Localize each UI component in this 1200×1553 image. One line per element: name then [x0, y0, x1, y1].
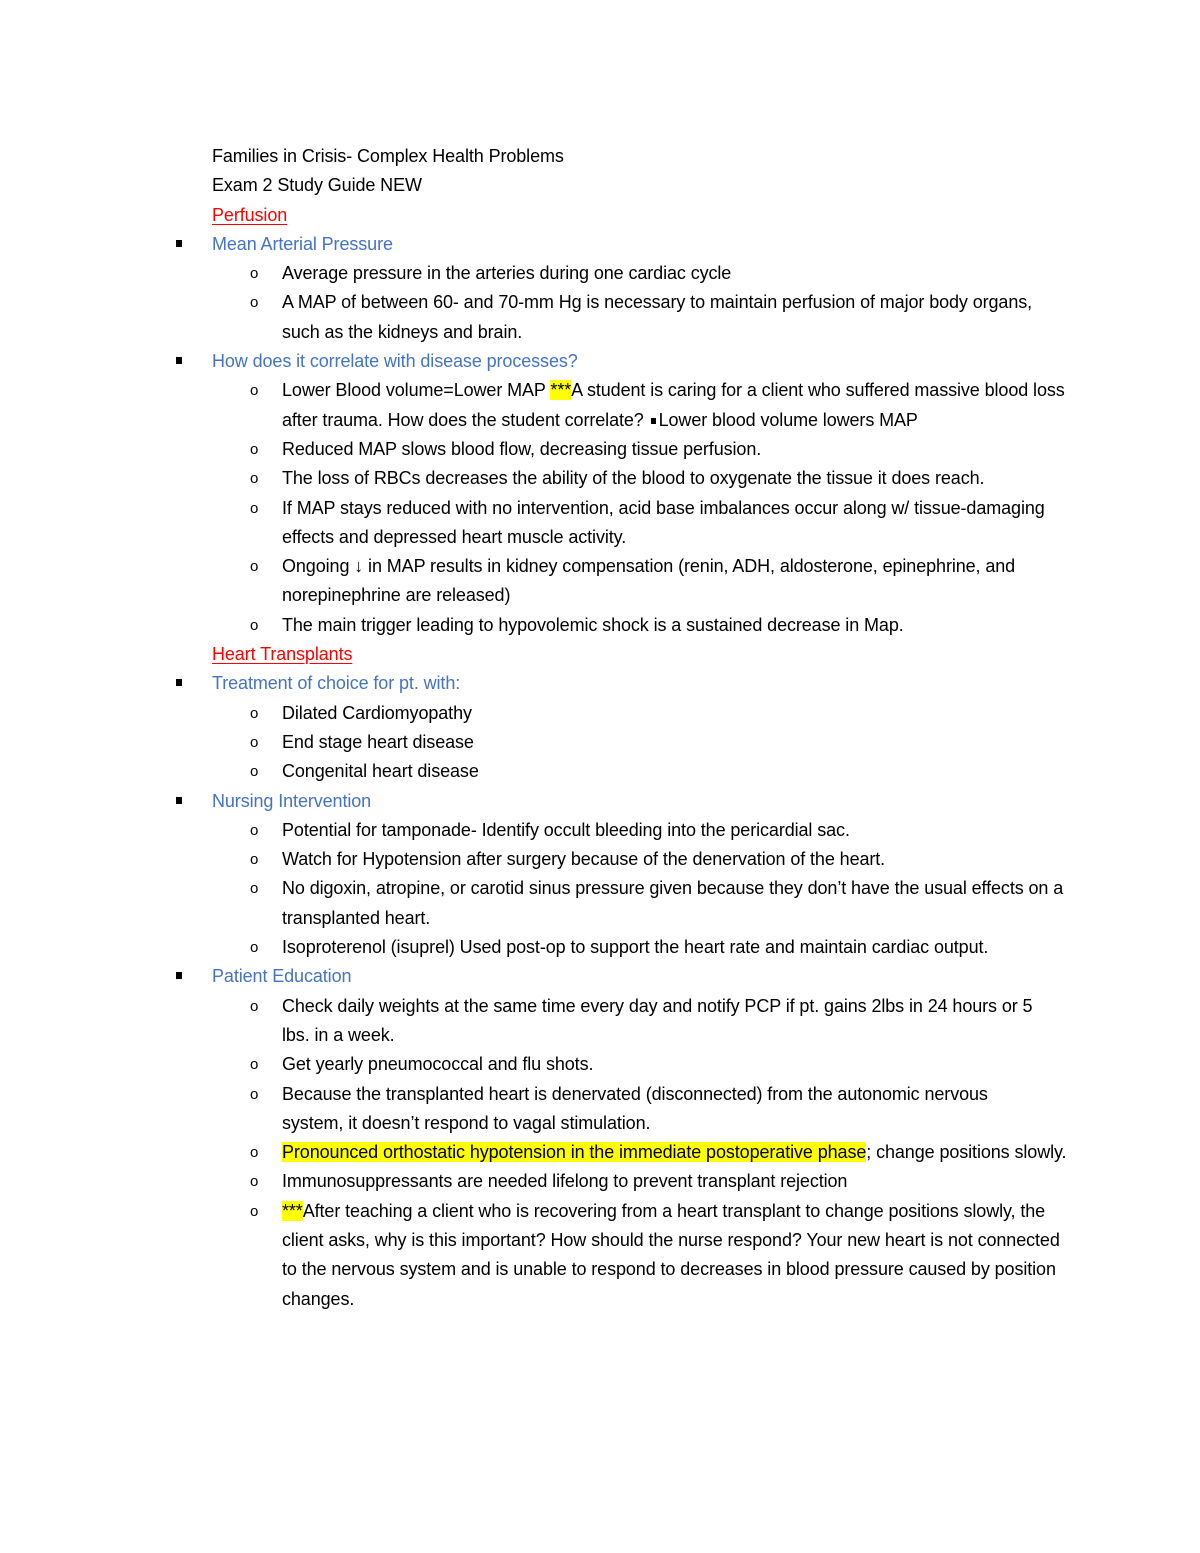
- circle-bullet-icon: o: [250, 1144, 259, 1162]
- subheading-treatment: Treatment of choice for pt. with:: [212, 669, 1072, 698]
- list-item: o The loss of RBCs decreases the ability of the blood to oxygenate the tissue it does reach.: [212, 464, 1132, 493]
- subheading-mean-arterial-pressure: Mean Arterial Pressure: [212, 230, 1072, 259]
- list-item: o If MAP stays reduced with no intervention, acid base imbalances occur along w/ tissue-damaging effects and depressed heart muscle activity.: [212, 494, 1072, 553]
- circle-bullet-icon: o: [250, 1173, 259, 1191]
- circle-bullet-icon: o: [250, 997, 259, 1015]
- document-page: [212, 142, 1072, 1314]
- circle-bullet-icon: o: [250, 1085, 259, 1103]
- list-item: o Reduced MAP slows blood flow, decreasing tissue perfusion.: [212, 435, 1072, 464]
- circle-bullet-icon: o: [250, 880, 259, 898]
- highlight: ***: [550, 380, 572, 401]
- list-item: o Pronounced orthostatic hypotension in the immediate postoperative phase; change positions slowly.: [212, 1138, 1072, 1167]
- subheading-correlate: How does it correlate with disease processes?: [212, 347, 1072, 376]
- square-bullet-icon: [176, 679, 182, 686]
- circle-bullet-icon: o: [250, 382, 259, 400]
- list-item: o Watch for Hypotension after surgery because of the denervation of the heart.: [212, 845, 1072, 874]
- list-item: o Because the transplanted heart is denervated (disconnected) from the autonomic nervous system, it doesn’t respond to vagal stimulation.: [212, 1080, 1052, 1139]
- list-item: o Congenital heart disease: [212, 757, 1072, 786]
- circle-bullet-icon: o: [250, 558, 259, 576]
- circle-bullet-icon: o: [250, 1056, 259, 1074]
- circle-bullet-icon: o: [250, 704, 259, 722]
- circle-bullet-icon: o: [250, 499, 259, 517]
- circle-bullet-icon: o: [250, 265, 259, 283]
- circle-bullet-icon: o: [250, 294, 259, 312]
- document-subtitle: Exam 2 Study Guide NEW: [212, 175, 422, 196]
- document-title: Families in Crisis- Complex Health Problems: [212, 146, 564, 166]
- list-item: o A MAP of between 60- and 70-mm Hg is necessary to maintain perfusion of major body organs, such as the kidneys and brain.: [212, 288, 1072, 347]
- circle-bullet-icon: o: [250, 1202, 259, 1220]
- square-bullet-icon: [651, 418, 656, 424]
- circle-bullet-icon: o: [250, 939, 259, 957]
- list-item: o Potential for tamponade- Identify occult bleeding into the pericardial sac.: [212, 816, 1072, 845]
- circle-bullet-icon: o: [250, 470, 259, 488]
- highlight: Pronounced orthostatic hypotension in the immediate postoperative phase: [282, 1142, 867, 1163]
- list-item: o ***After teaching a client who is recovering from a heart transplant to change positions slowly, the client asks, why is this important? How should the nurse respond? Your new heart is not connected to the nervous system and is unable to respond to decreases in blood pressure caused by position changes.: [212, 1197, 1072, 1314]
- square-bullet-icon: [176, 240, 182, 247]
- list-item: o Isoproterenol (isuprel) Used post-op to support the heart rate and maintain cardiac output.: [212, 933, 1062, 962]
- list-item: o No digoxin, atropine, or carotid sinus pressure given because they don’t have the usual effects on a transplanted heart.: [212, 874, 1082, 933]
- circle-bullet-icon: o: [250, 763, 259, 781]
- circle-bullet-icon: o: [250, 616, 259, 634]
- square-bullet-icon: [176, 972, 182, 979]
- list-item: o Check daily weights at the same time every day and notify PCP if pt. gains 2lbs in 24 hours or 5 lbs. in a week.: [212, 992, 1062, 1051]
- circle-bullet-icon: o: [250, 733, 259, 751]
- section-title-perfusion: Perfusion: [212, 204, 288, 225]
- subheading-nursing-intervention: Nursing Intervention: [212, 787, 1072, 816]
- circle-bullet-icon: o: [250, 851, 259, 869]
- list-item: o End stage heart disease: [212, 728, 1072, 757]
- list-item: o Lower Blood volume=Lower MAP ***A student is caring for a client who suffered massive blood loss after trauma. How does the student correlate? Lower blood volume lowers MAP: [212, 376, 1072, 435]
- highlight: ***: [282, 1200, 303, 1221]
- circle-bullet-icon: o: [250, 440, 259, 458]
- circle-bullet-icon: o: [250, 821, 259, 839]
- list-item: o Dilated Cardiomyopathy: [212, 699, 1072, 728]
- subheading-patient-education: Patient Education: [212, 962, 1072, 991]
- square-bullet-icon: [176, 357, 182, 364]
- section-title-heart-transplants: Heart Transplants: [212, 644, 353, 665]
- list-item: o The main trigger leading to hypovolemic shock is a sustained decrease in Map.: [212, 611, 1072, 640]
- list-item: o Ongoing ↓ in MAP results in kidney compensation (renin, ADH, aldosterone, epinephrine, and norepinephrine are released): [212, 552, 1042, 611]
- list-item: o Get yearly pneumococcal and flu shots.: [212, 1050, 1072, 1079]
- list-item: o Immunosuppressants are needed lifelong to prevent transplant rejection: [212, 1167, 1072, 1196]
- list-item: o Average pressure in the arteries during one cardiac cycle: [212, 259, 1072, 288]
- square-bullet-icon: [176, 797, 182, 804]
